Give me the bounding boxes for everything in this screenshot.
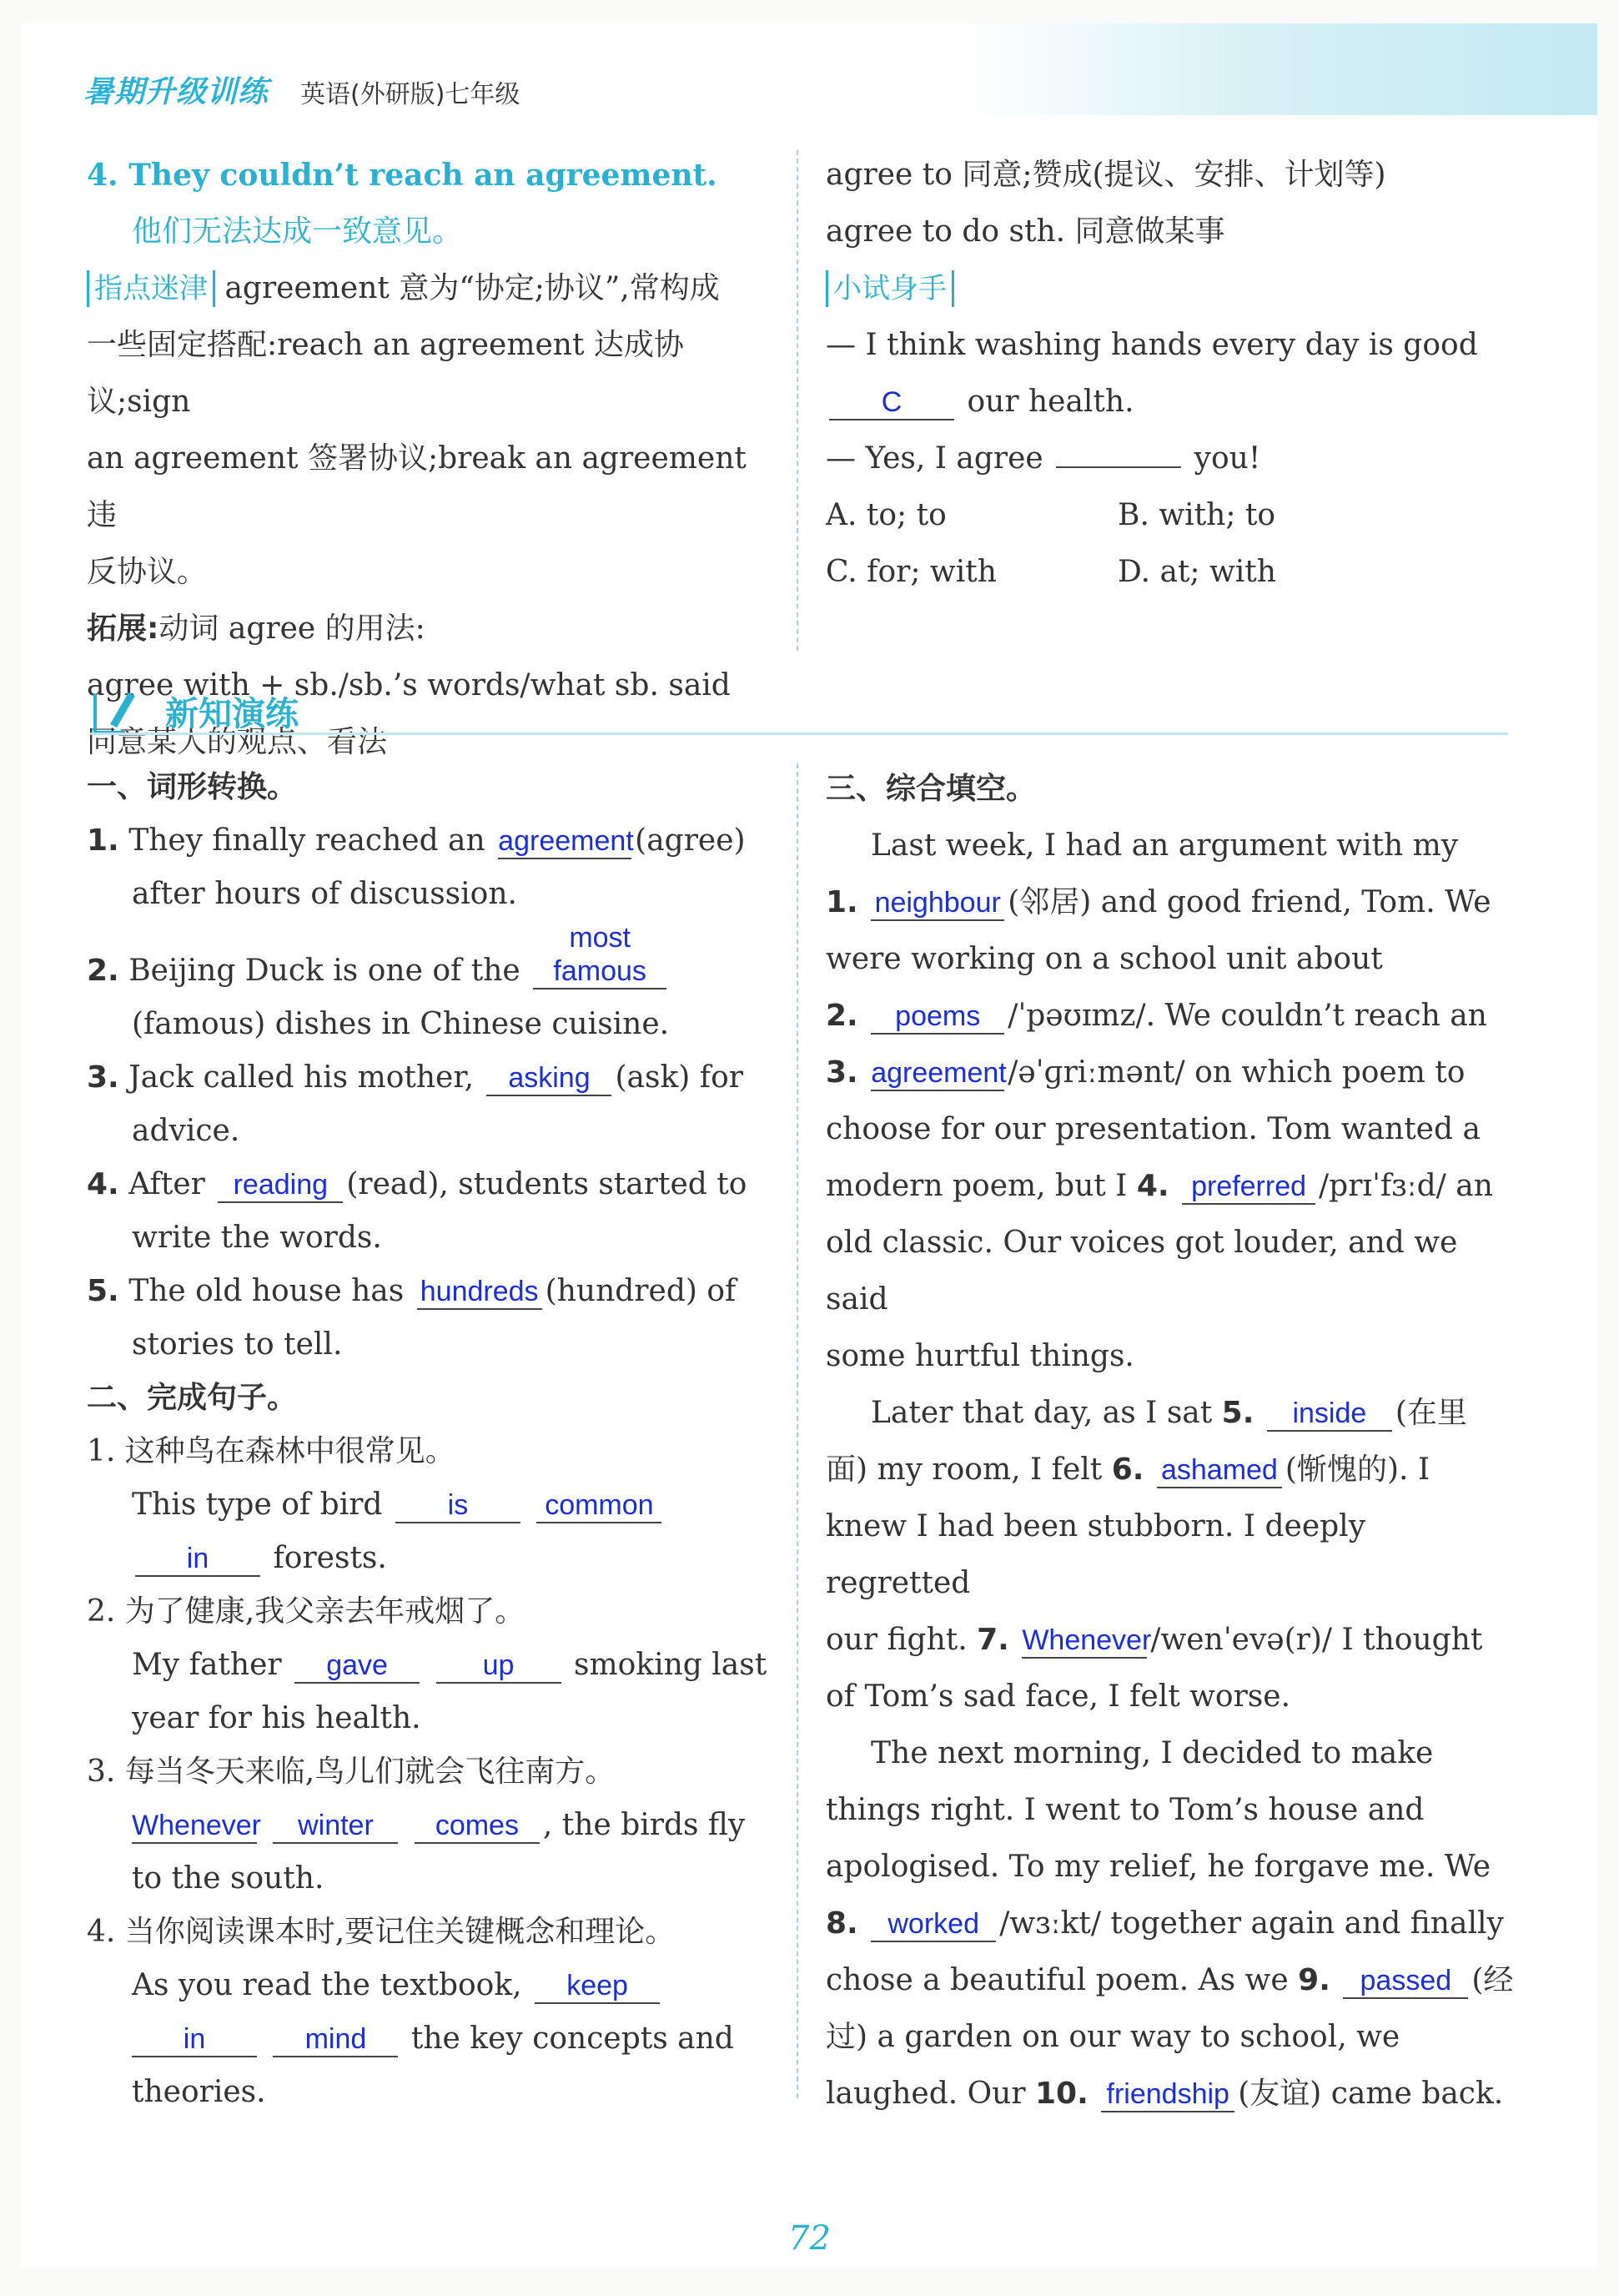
options-row-2 bbox=[826, 544, 1510, 601]
p1-item-4: 4. After reading (read), students started to bbox=[87, 1167, 747, 1201]
question-line-1: — I think washing hands every day is good bbox=[826, 328, 1478, 362]
part3-column: 三、综合填空。 Last week, I had an argument with my 1. neighbour (邻居) and good friend, Tom. We were working on a school unit about 2. poems /ˈpəʊɪmz/. We couldn’t reach an 3. agreement/əˈɡriːmənt/ on which poem to choose for our presentation. Tom wanted a modern poem, but I 4. preferred /prɪˈfɜːd/ an old classic. Our voices got louder, and we said some hurtful things. Later that day, as I sat 5. inside (在里 面) my room, I felt 6. ashamed (惭愧的). I knew I had been stubborn. I deeply regretted our fight. 7. Whenever/wenˈevə(r)/ I thought of Tom’s sad face, I felt worse. The next morning, I decided to make things right. I went to Tom’s house and apologised. To my relief, he forgave me. We 8. worked /wɜːkt/ together again and finally chose a beautiful poem. As we 9. passed (经 过) a garden on our way to school, we laughed. Our 10. friendship (友谊) came back. bbox=[826, 761, 1518, 2122]
option-c: C. for; with bbox=[826, 555, 997, 589]
p2-q4-cont: in mind the key concepts and bbox=[87, 2012, 779, 2066]
options-row-1 bbox=[826, 487, 1510, 544]
pencil-icon bbox=[92, 686, 142, 736]
blank-3: agreement bbox=[871, 1056, 1004, 1091]
agree-to-line: agree to 同意;赞成(提议、安排、计划等) bbox=[826, 158, 1386, 192]
p1-item-3: 3. Jack called his mother, asking (ask) for bbox=[87, 1060, 743, 1095]
extend-line: 拓展:动词 agree 的用法: bbox=[87, 612, 425, 646]
part1-heading: 一、词形转换。 bbox=[87, 770, 298, 804]
tip-line-1: 一些固定搭配:reach an agreement 达成协议;sign bbox=[87, 328, 684, 419]
blank-6: ashamed bbox=[1157, 1453, 1282, 1488]
blank-7: Whenever bbox=[1022, 1624, 1147, 1659]
agree-with-cn: 同意某人的观点、看法 bbox=[87, 725, 388, 759]
p2-q4-cn: 4. 当你阅读课本时,要记住关键概念和理论。 bbox=[87, 1915, 676, 1949]
page-number: 72 bbox=[788, 2219, 831, 2258]
item-title: 4. They couldn’t reach an agreement. bbox=[87, 158, 717, 193]
p2-q3-cn: 3. 每当冬天来临,鸟儿们就会飞往南方。 bbox=[87, 1755, 616, 1789]
blank-5: inside bbox=[1267, 1397, 1392, 1432]
brand-logo: 暑期升级训练 bbox=[83, 75, 269, 109]
blank-4: preferred bbox=[1182, 1170, 1315, 1205]
top-left-column bbox=[87, 147, 771, 771]
blank-9: passed bbox=[1343, 1964, 1468, 1999]
p2-q1-cn: 1. 这种鸟在森林中很常见。 bbox=[87, 1434, 455, 1468]
blank-1: neighbour bbox=[871, 886, 1004, 921]
p1-item-5: 5. The old house has hundreds (hundred) of bbox=[87, 1274, 737, 1308]
question-line-2: C our health. bbox=[826, 374, 1510, 430]
blank-2: poems bbox=[871, 999, 1004, 1035]
p2-q2-cn: 2. 为了健康,我父亲去年戒烟了。 bbox=[87, 1594, 525, 1629]
part3-heading: 三、综合填空。 bbox=[826, 772, 1037, 806]
p2-q2: My father gave up smoking last bbox=[132, 1648, 767, 1682]
blank-10: friendship bbox=[1101, 2077, 1234, 2112]
tip-line-0: 指点迷津 agreement 意为“协定;协议”,常构成 bbox=[87, 260, 771, 317]
column-divider-bottom bbox=[797, 763, 798, 2098]
p2-q1: This type of bird is common bbox=[87, 1478, 779, 1532]
top-right-column bbox=[826, 147, 1510, 601]
section-rule bbox=[90, 733, 1508, 735]
option-a: A. to; to bbox=[826, 498, 947, 532]
part2-heading: 二、完成句子。 bbox=[87, 1381, 298, 1415]
option-d: D. at; with bbox=[1118, 555, 1276, 589]
column-divider-top bbox=[797, 150, 798, 651]
section-title: 新知演练 bbox=[165, 695, 299, 733]
p2-q4: As you read the textbook, keep bbox=[87, 1959, 779, 2012]
tip-line-2: an agreement 签署协议;break an agreement 违 bbox=[87, 441, 747, 532]
answer-blank: C bbox=[829, 385, 954, 420]
try-tag: 小试身手 bbox=[826, 270, 954, 307]
item-translation: 他们无法达成一致意见。 bbox=[132, 214, 463, 249]
agree-with-line: agree with + sb./sb.’s words/what sb. said bbox=[87, 668, 731, 702]
try-heading bbox=[826, 260, 1510, 317]
question-line-3: — Yes, I agree you! bbox=[826, 441, 1261, 476]
book-title: 英语(外研版)七年级 bbox=[300, 80, 520, 109]
p1-item-1: 1. They finally reached an agreement(agree) bbox=[87, 823, 746, 858]
option-b: B. with; to bbox=[1118, 498, 1276, 532]
part1-column: 一、词形转换。 1. They finally reached an agreement(agree) after hours of discussion. 2. Beijing Duck is one of the most famous (famous) dishes in Chinese cuisine. 3. Jack called his mother, asking (ask) for advice. 4. After reading (read), students started to write the words. 5. The old house has hundreds (hundred) of stories to tell. 二、完成句子。 1. 这种鸟在森林中很常见。 This type of bird is common in forests. 2. 为了健康,我父亲去年戒烟了。 My father gave up smoking last year for his health. 3. 每当冬天来临,鸟儿们就会飞往南方。 Whenever winter comes , the birds fly to the south. 4. 当你阅读课本时,要记住关键概念和理论。 As you read the textbook, keep in mind the key concepts and theories. bbox=[87, 761, 779, 2119]
p2-q1-cont: in forests. bbox=[87, 1532, 779, 1585]
empty-blank bbox=[1056, 466, 1181, 468]
p1-item-2: 2. Beijing Duck is one of the most famous bbox=[87, 921, 779, 998]
agree-to-do-line: agree to do sth. 同意做某事 bbox=[826, 214, 1225, 249]
blank-8: worked bbox=[871, 1907, 996, 1942]
p2-q3: Whenever winter comes , the birds fly bbox=[132, 1808, 746, 1842]
tip-line-3: 反协议。 bbox=[87, 555, 208, 589]
tip-tag: 指点迷津 bbox=[87, 270, 215, 307]
